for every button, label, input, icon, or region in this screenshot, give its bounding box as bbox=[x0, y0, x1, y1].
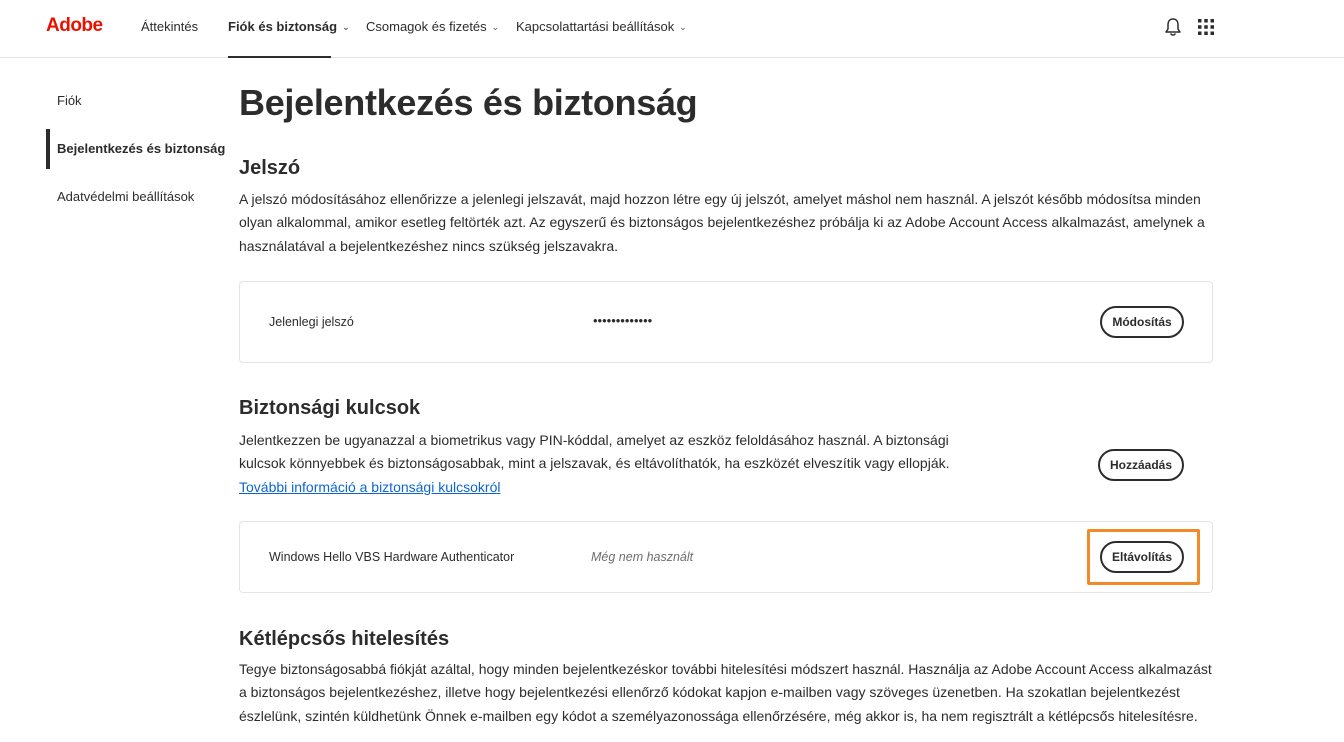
nav-item-overview[interactable] bbox=[141, 19, 198, 58]
apps-grid-icon[interactable] bbox=[1198, 19, 1214, 35]
current-password-label: Jelenlegi jelszó bbox=[269, 315, 354, 329]
sidebar-item-account[interactable] bbox=[46, 81, 216, 121]
page-title: Bejelentkezés és biztonság bbox=[239, 82, 698, 123]
sidebar-item-privacy-settings[interactable] bbox=[46, 177, 216, 217]
bell-icon[interactable] bbox=[1164, 17, 1182, 37]
current-password-value: ••••••••••••• bbox=[593, 313, 653, 328]
sidebar-item-label: Adatvédelmi beállítások bbox=[57, 189, 195, 204]
password-description: A jelszó módosításához ellenőrizze a jelenlegi jelszavát, majd hozzon létre egy új jelszót, amelyet máshol nem használ. A jelszót később módosítsa minden olyan alkalommal, amikor esetleg feltörték azt. Az egyszerű és biztonságos bejelentkezéshez próbálja ki az Adobe Account Access alkalmazást, amelynek a használatával a bejelentkezéshez nincs szükség jelszavakra. bbox=[239, 191, 1205, 254]
security-keys-description bbox=[239, 429, 959, 499]
nav-item-label: Kapcsolattartási beállítások bbox=[516, 19, 675, 34]
password-heading: Jelszó bbox=[239, 157, 301, 179]
remove-security-key-button[interactable]: Eltávolítás bbox=[1100, 541, 1184, 573]
top-navigation bbox=[0, 0, 1344, 58]
add-security-key-button[interactable]: Hozzáadás bbox=[1098, 449, 1184, 481]
sidebar-item-label: Bejelentkezés és biztonság bbox=[57, 141, 226, 156]
two-step-description: Tegye biztonságosabbá fiókját azáltal, hogy minden bejelentkezéskor további hitelesítési módszert használ. Használja az Adobe Account Access alkalmazást a biztonságos bejelentkezéshez, illetve hogy bejelentkezési ellenőrző kódokat kapjon e-mailben vagy szöveges üzenetben. Ha szokatlan bejelentkezést észlelünk, szintén küldhetünk Önnek e-mailben egy kódot a személyazonossága ellenőrzésére, még akkor is, ha nem regisztrált a kétlépcsős hitelesítésre. bbox=[239, 661, 1212, 724]
nav-item-communication-preferences[interactable] bbox=[516, 19, 687, 58]
adobe-logo[interactable]: Adobe bbox=[46, 15, 103, 36]
security-keys-heading: Biztonsági kulcsok bbox=[239, 397, 421, 419]
chevron-down-icon: ⌄ bbox=[342, 22, 350, 32]
nav-item-label: Fiók és biztonság bbox=[228, 19, 338, 34]
password-card bbox=[239, 281, 1213, 363]
two-step-heading: Kétlépcsős hitelesítés bbox=[239, 628, 450, 650]
security-keys-more-info-link[interactable]: További információ a biztonsági kulcsokról bbox=[239, 478, 501, 495]
chevron-down-icon: ⌄ bbox=[679, 22, 687, 32]
security-key-card bbox=[239, 521, 1213, 593]
chevron-down-icon: ⌄ bbox=[491, 22, 500, 32]
security-keys-description-text: Jelentkezzen be ugyanazzal a biometrikus vagy PIN-kóddal, amelyet az eszköz feloldásához használ. A biztonsági kulcsok könnyebbek és biztonságosabbak, mint a jelszavak, és eltávolíthatók, ha eszközét elveszítik vagy ellopják. bbox=[239, 432, 950, 472]
change-password-button[interactable]: Módosítás bbox=[1100, 306, 1184, 338]
nav-item-account-security[interactable] bbox=[228, 19, 350, 58]
nav-item-label: Csomagok és fizetés bbox=[366, 19, 487, 34]
security-key-status: Még nem használt bbox=[591, 550, 694, 564]
nav-item-plans-billing[interactable] bbox=[366, 19, 499, 58]
sidebar-item-sign-in-security[interactable] bbox=[46, 129, 226, 169]
security-key-name: Windows Hello VBS Hardware Authenticator bbox=[269, 550, 515, 564]
sidebar-item-label: Fiók bbox=[57, 93, 82, 108]
nav-item-label: Áttekintés bbox=[141, 19, 199, 34]
